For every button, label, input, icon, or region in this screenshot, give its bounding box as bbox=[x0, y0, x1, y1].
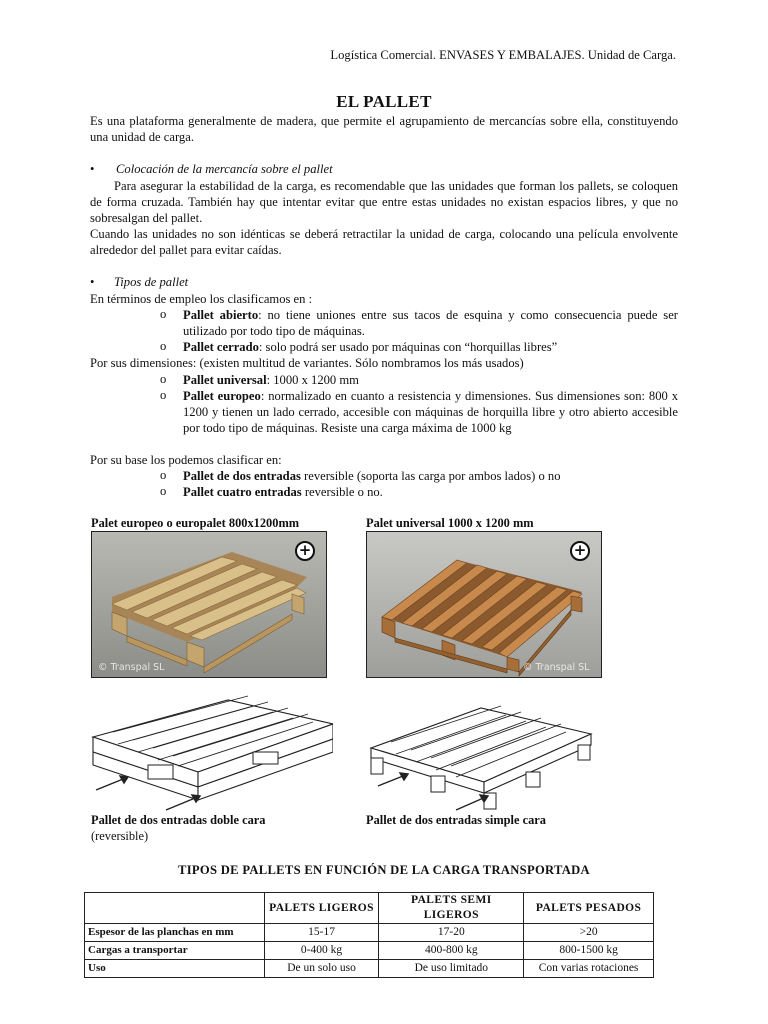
term: Pallet cerrado bbox=[183, 340, 259, 354]
zoom-plus-icon[interactable]: + bbox=[570, 541, 590, 561]
drawing-caption-double-reversible: (reversible) bbox=[91, 829, 149, 843]
list-item-pallet-europeo bbox=[183, 388, 678, 436]
table-cell: 800-1500 kg bbox=[524, 942, 654, 960]
bullet-section2: • bbox=[90, 275, 95, 289]
list-item-cuatro-entradas bbox=[183, 484, 678, 500]
table-header-cell: PALETS SEMI LIGEROS bbox=[379, 893, 524, 924]
photo-caption-universal: Palet universal 1000 x 1200 mm bbox=[366, 516, 534, 530]
list-item-dos-entradas bbox=[183, 468, 678, 484]
drawing-double-face-pallet bbox=[88, 692, 333, 812]
section2-heading: Tipos de pallet bbox=[114, 275, 189, 289]
term: Pallet europeo bbox=[183, 389, 261, 403]
list-marker: o bbox=[160, 468, 167, 482]
table-cell: 17-20 bbox=[379, 924, 524, 942]
term: Pallet cuatro entradas bbox=[183, 485, 302, 499]
table-header-row bbox=[85, 893, 654, 924]
desc: : no tiene uniones entre sus tacos de esquina y como consecuencia puede ser utilizado por todo tipo de máquinas. bbox=[183, 308, 678, 338]
table-row bbox=[85, 924, 654, 942]
use-intro: En términos de empleo los clasificamos en : bbox=[90, 292, 313, 306]
zoom-plus-icon[interactable]: + bbox=[295, 541, 315, 561]
table-cell: 15-17 bbox=[264, 924, 379, 942]
list-marker: o bbox=[160, 372, 167, 386]
desc: : normalizado en cuanto a resistencia y dimensiones. Sus dimensiones son: 800 x 1200 y tienen un lado cerrado, accesible con máquinas de horquilla libre y otro abierto accesible por todo tipo de máquinas. Resiste una carga máxima de 1000 kg bbox=[183, 389, 678, 435]
page-title: EL PALLET bbox=[336, 92, 432, 111]
list-marker: o bbox=[160, 388, 167, 402]
table-cell: >20 bbox=[524, 924, 654, 942]
list-marker: o bbox=[160, 339, 167, 353]
table-header-cell bbox=[85, 893, 265, 924]
drawing-caption-double: Pallet de dos entradas doble cara bbox=[91, 813, 266, 827]
page-header: Logística Comercial. ENVASES Y EMBALAJES. Unidad de Carga. bbox=[330, 48, 676, 62]
desc: : 1000 x 1200 mm bbox=[266, 373, 359, 387]
section1-paragraph1: Para asegurar la estabilidad de la carga, es recomendable que las unidades que forman los pallets, se coloquen de forma cruzada. También hay que intentar evitar que entre estas unidades no existan espacios libres, y que no sobresalgan del pallet. bbox=[90, 179, 678, 225]
table-title: TIPOS DE PALLETS EN FUNCIÓN DE LA CARGA TRANSPORTADA bbox=[178, 863, 590, 877]
term: Pallet universal bbox=[183, 373, 267, 387]
list-item-pallet-cerrado bbox=[183, 339, 678, 355]
table-cell: 0-400 kg bbox=[264, 942, 379, 960]
section1-heading: Colocación de la mercancía sobre el pallet bbox=[116, 162, 333, 176]
desc: : solo podrá ser usado por máquinas con “horquillas libres” bbox=[258, 340, 558, 354]
table-header-cell: PALETS LIGEROS bbox=[264, 893, 379, 924]
desc: reversible (soporta las carga por ambos lados) o no bbox=[300, 469, 561, 483]
europallet-illustration bbox=[92, 532, 326, 677]
list-item-pallet-abierto bbox=[183, 307, 678, 339]
drawing-single-face-pallet bbox=[366, 700, 596, 815]
bullet-section1: • bbox=[90, 162, 95, 176]
section1-paragraph2: Cuando las unidades no son idénticas se deberá retractilar la unidad de carga, colocando una película envolvente alrededor del pallet para evitar caídas. bbox=[90, 227, 678, 257]
table-row bbox=[85, 942, 654, 960]
dim-intro: Por sus dimensiones: (existen multitud de variantes. Sólo nombramos los más usados) bbox=[90, 356, 524, 370]
base-intro: Por su base los podemos clasificar en: bbox=[90, 453, 282, 467]
photo-caption-europeo: Palet europeo o europalet 800x1200mm bbox=[91, 516, 300, 530]
term: Pallet de dos entradas bbox=[183, 469, 301, 483]
universal-pallet-illustration bbox=[367, 532, 601, 677]
table-cell: De uso limitado bbox=[379, 960, 524, 978]
table-cell: De un solo uso bbox=[264, 960, 379, 978]
photo-copyright: © Transpal SL bbox=[98, 662, 165, 673]
table-header-cell: PALETS PESADOS bbox=[524, 893, 654, 924]
term: Pallet abierto bbox=[183, 308, 259, 322]
table-row bbox=[85, 960, 654, 978]
row-label: Cargas a transportar bbox=[85, 942, 265, 960]
photo-copyright: © Transpal SL bbox=[523, 662, 590, 673]
table-cell: Con varias rotaciones bbox=[524, 960, 654, 978]
photo-europallet bbox=[91, 531, 327, 678]
list-item-pallet-universal bbox=[183, 372, 678, 388]
list-marker: o bbox=[160, 484, 167, 498]
table-cell: 400-800 kg bbox=[379, 942, 524, 960]
row-label: Espesor de las planchas en mm bbox=[85, 924, 265, 942]
desc: reversible o no. bbox=[301, 485, 383, 499]
intro-paragraph: Es una plataforma generalmente de madera, que permite el agrupamiento de mercancías sobre ella, constituyendo una unidad de carga. bbox=[90, 114, 678, 144]
row-label: Uso bbox=[85, 960, 265, 978]
drawing-caption-single: Pallet de dos entradas simple cara bbox=[366, 813, 546, 827]
list-marker: o bbox=[160, 307, 167, 321]
pallet-types-table bbox=[84, 892, 654, 978]
photo-universal-pallet bbox=[366, 531, 602, 678]
